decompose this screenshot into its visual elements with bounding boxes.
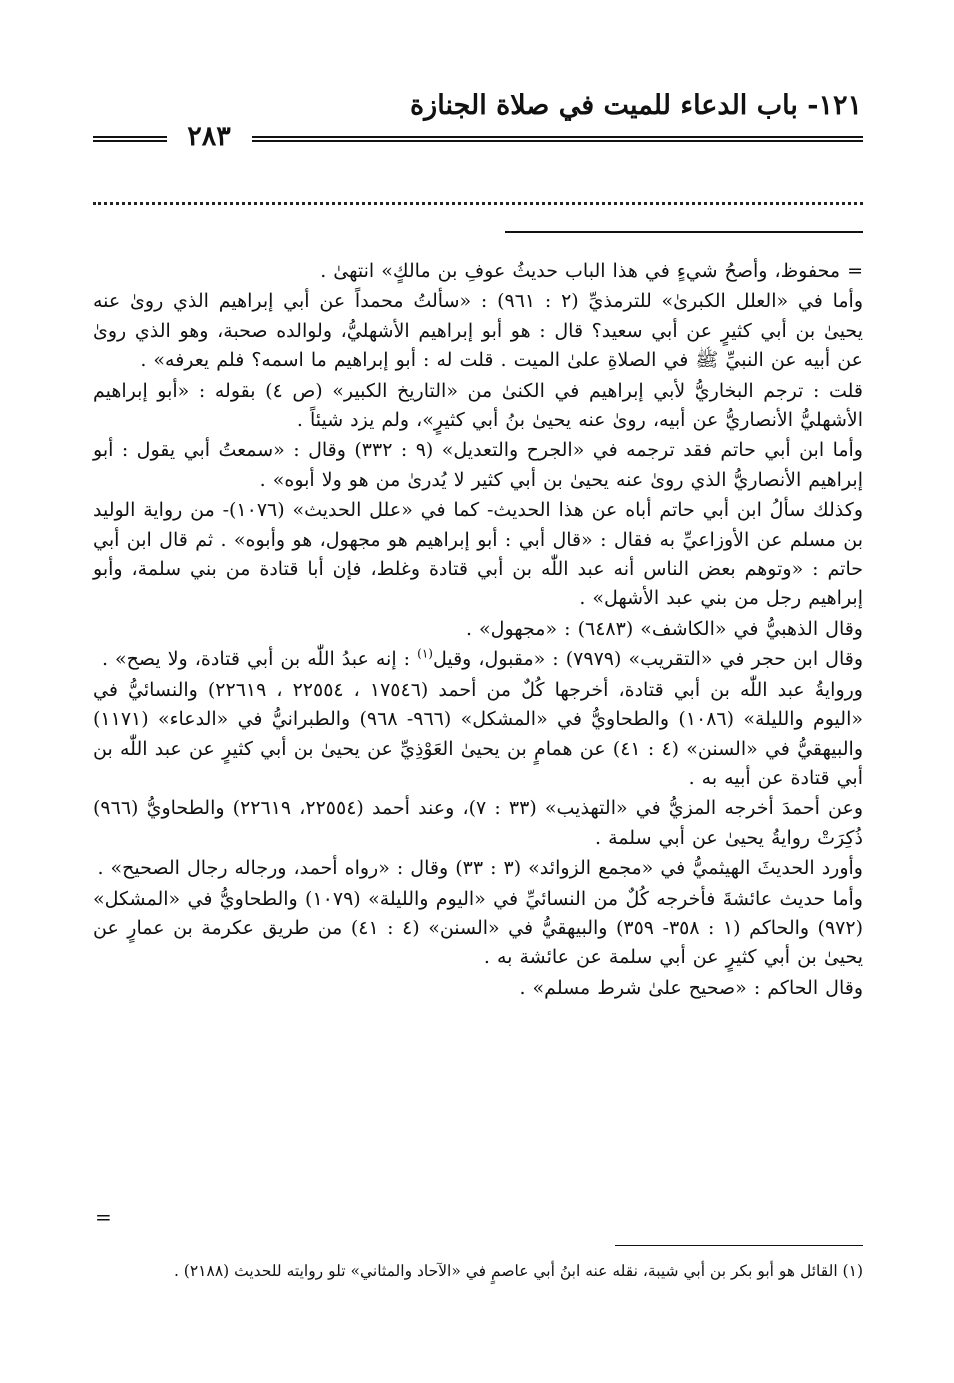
paragraph-taqrib	[93, 645, 863, 674]
dotted-separator	[93, 202, 863, 205]
paragraph: وعن أحمدَ أخرجه المزيُّ في «التهذيب» (٣٣ : ٧)، وعند أحمد (٢٢٥٥٤، ٢٢٦١٩) والطحاويُّ (٩٦٦) ذُكِرَتْ روايةُ يحيىٰ عن أبي سلمة .	[93, 797, 864, 849]
header-double-rule-short	[93, 136, 167, 146]
footnote-rule	[615, 1245, 863, 1246]
paragraph: وروايةُ عبد اللّٰه بن أبي قتادة، أخرجها كُلٌ من أحمد (١٧٥٤٦ ، ٢٢٥٥٤ ، ٢٢٦١٩) والنسائيُّ في «اليوم والليلة» (١٠٨٦) والطحاويُّ في «المشكل» (٩٦٦- ٩٦٨) والطبرانيُّ في «الدعاء» (١١٧١) والبيهقيُّ في «السنن» (٤ : ٤١) عن همامٍ بن يحيىٰ العَوْذِيِّ عن يحيىٰ بن أبي كثيرٍ عن عبد اللّٰه بن أبي قتادة عن أبيه به .	[93, 678, 863, 789]
paragraph-text: وقال ابن حجر في «التقريب» (٧٩٧٩) : «مقبول، وقيل	[432, 648, 863, 671]
paragraph: وأورد الحديثَ الهيثميُّ في «مجمع الزوائد» (٣ : ٣٣) وقال : «رواه أحمد، ورجاله رجال الصحيح» .	[97, 857, 863, 880]
paragraph: وأما حديث عائشةَ فأخرجه كُلٌ من النسائيِّ في «اليوم والليلة» (١٠٧٩) والطحاويُّ في «المشكل» (٩٧٢) والحاكم (١ : ٣٥٨- ٣٥٩) والبيهقيُّ في «السنن» (٤ : ٤١) من طريق عكرمة بن عمارٍ عن يحيىٰ بن أبي كثيرٍ عن أبي سلمة عن عائشة به .	[93, 887, 864, 969]
paragraph: وأما في «العلل الكبرىٰ» للترمذيِّ (٢ : ٩٦١) : «سألتُ محمداً عن أبي إبراهيم الذي روىٰ عنه يحيىٰ بن أبي كثيرٍ عن أبي سعيد؟ قال : هو أبو إبراهيم الأشهليُّ، ولوالده صحبة، وهو الذي روىٰ عن أبيه عن النبيِّ ﷺ في الصلاةِ علىٰ الميت . قلت له : أبو إبراهيم ما اسمه؟ فلم يعرفه» .	[93, 290, 863, 372]
paragraph: وقال الحاكم : «صحيح علىٰ شرط مسلم» .	[519, 976, 863, 999]
paragraph: وقال الذهبيُّ في «الكاشف» (٦٤٨٣) : «مجهول» .	[465, 617, 863, 640]
chapter-title: ١٢١- باب الدعاء للميت في صلاة الجنازة	[410, 90, 862, 121]
paragraph: وكذلك سألُ ابن أبي حاتم أباه عن هذا الحديث- كما في «علل الحديث» (١٠٧٦)- من رواية الوليد بن مسلم عن الأوزاعيِّ به فقال : «قال أبي : أبو إبراهيم هو مجهول، هو وأبوه» . ثم قال ابن أبي حاتم : «وتوهم بعض الناس أنه عبد اللّٰه بن أبي قتادة وغلط، فإن أبا قتادة من بني سلمة، وأبو إبراهيم رجل من بني عبد الأشهل» .	[93, 499, 863, 610]
page-number: ٢٨٣	[187, 121, 231, 152]
paragraph: قلت : ترجم البخاريُّ لأبي إبراهيم في الكنىٰ من «التاريخ الكبير» (ص ٤) بقوله : «أبو إبراهيم الأشهليُّ الأنصاريُّ عن أبيه، روىٰ عنه يحيىٰ بنُ أبي كثيرٍ»، ولم يزد شيئاً .	[93, 379, 863, 432]
paragraph: = محفوظ، وأصحُ شيءٍ في هذا الباب حديثُ عوفِ بن مالكٍ» انتهىٰ .	[320, 260, 863, 282]
header-double-rule	[252, 136, 863, 146]
footnote: (١) القائل هو أبو بكر بن أبي شيبة، نقله عنه ابنُ أبي عاصمٍ في «الآحاد والمثاني» تلو روايته للحديث (٢١٨٨) .	[173, 1262, 863, 1280]
paragraph-text-tail: : إنه عبدُ اللّٰه بن أبي قتادة، ولا يصح» .	[101, 648, 411, 671]
main-text	[93, 257, 863, 1004]
footnote-marker: (١)	[417, 646, 433, 661]
paragraph: وأما ابن أبي حاتم فقد ترجمه في «الجرح والتعديل» (٩ : ٣٣٢) وقال : «سمعتُ أبي يقول : أبو إبراهيم الأنصاريُّ الذي روىٰ عنه يحيىٰ بن أبي كثير لا يُدرىٰ من هو ولا أبوه» .	[93, 439, 863, 491]
continuation-mark: =	[95, 1205, 112, 1229]
footnote-continuation-rule	[505, 231, 863, 233]
